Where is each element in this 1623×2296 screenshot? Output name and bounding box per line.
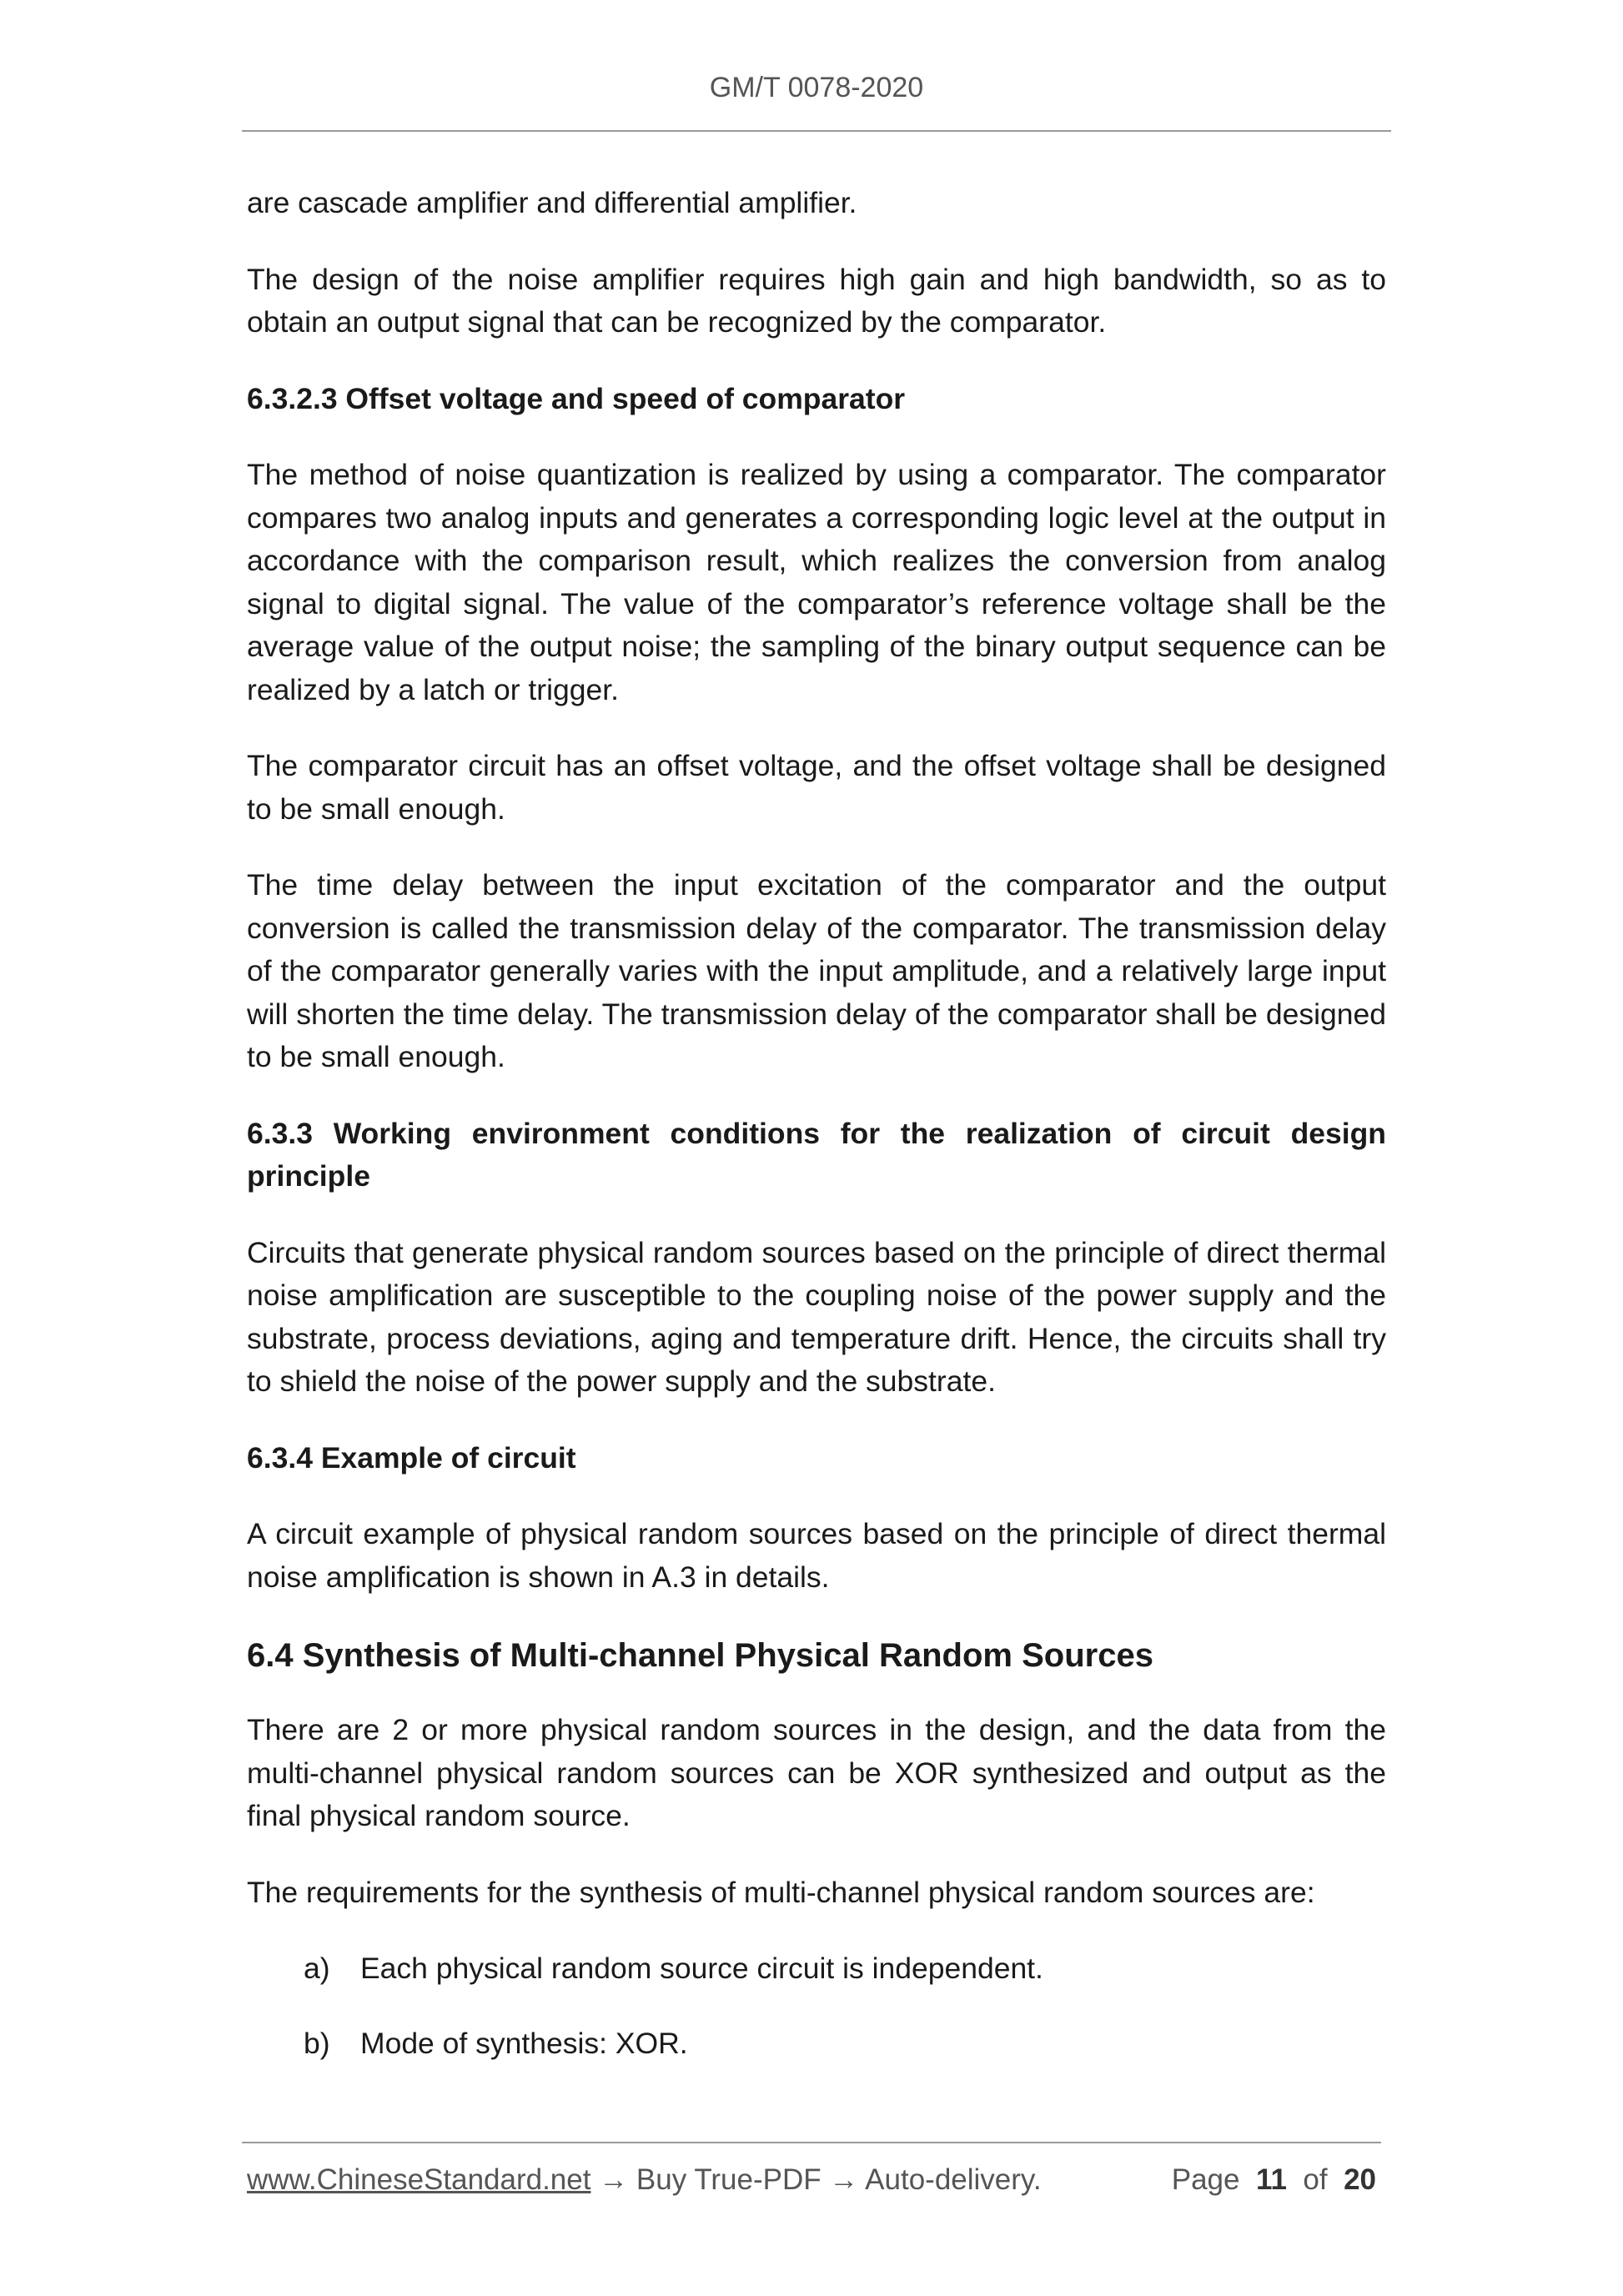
footer-promo <box>247 2163 1042 2197</box>
list-marker: a) <box>304 1952 330 1985</box>
list-item <box>247 1947 1386 1991</box>
subsection-heading: 6.3.2.3 Offset voltage and speed of comparator <box>247 381 906 415</box>
paragraph: A circuit example of physical random sources based on the principle of direct thermal noise amplification is shown in A.3 in details. <box>247 1517 1386 1594</box>
paragraph: The comparator circuit has an offset voltage, and the offset voltage shall be designed to be small enough. <box>247 749 1386 826</box>
page-body <box>247 182 1386 2097</box>
header-divider <box>242 130 1391 132</box>
page-footer <box>247 2163 1376 2197</box>
paragraph: The time delay between the input excitation of the comparator and the output conversion is called the transmission delay of the comparator. The transmission delay of the comparator generally varies with the input amplitude, and a relatively large input will shorten the time delay. The transmission delay of the comparator shall be designed to be small enough. <box>247 868 1386 1073</box>
paragraph: are cascade amplifier and differential amplifier. <box>247 186 857 219</box>
paragraph: The requirements for the synthesis of multi-channel physical random sources are: <box>247 1875 1315 1909</box>
paragraph: The design of the noise amplifier requires high gain and high bandwidth, so as to obtain an output signal that can be recognized by the comparator. <box>247 262 1386 339</box>
website-link[interactable]: www.ChineseStandard.net <box>247 2163 591 2196</box>
list-marker: b) <box>304 2026 330 2060</box>
current-page: 11 <box>1255 2163 1287 2196</box>
page-number <box>1172 2163 1376 2197</box>
footer-divider <box>242 2142 1381 2143</box>
list-item <box>247 2022 1386 2066</box>
subsection-heading: 6.3.4 Example of circuit <box>247 1440 576 1475</box>
list-item-text: Mode of synthesis: XOR. <box>360 2026 688 2060</box>
paragraph: The method of noise quantization is realized by using a comparator. The comparator compares two analog inputs and generates a corresponding logic level at the output in accordance with the comparison result, which realizes the conversion from analog signal to digital signal. The value of the comparator’s reference voltage shall be the average value of the output noise; the sampling of the binary output sequence can be realized by a latch or trigger. <box>247 458 1386 706</box>
list-item-text: Each physical random source circuit is independent. <box>360 1952 1043 1985</box>
page-of-label: of <box>1303 2163 1328 2196</box>
total-pages: 20 <box>1344 2163 1376 2196</box>
footer-promo-text: → Buy True-PDF → Auto-delivery. <box>590 2163 1042 2196</box>
section-heading: 6.4 Synthesis of Multi-channel Physical Random Sources <box>247 1637 1153 1674</box>
subsection-heading: 6.3.3 Working environment conditions for the realization of circuit design principle <box>247 1116 1386 1193</box>
page-label: Page <box>1171 2163 1240 2196</box>
paragraph: There are 2 or more physical random sources in the design, and the data from the multi-channel physical random sources can be XOR synthesized and output as the final physical random source. <box>247 1713 1386 1832</box>
paragraph: Circuits that generate physical random sources based on the principle of direct thermal noise amplification are susceptible to the coupling noise of the power supply and the substrate, process deviations, aging and temperature drift. Hence, the circuits shall try to shield the noise of the power supply and the substrate. <box>247 1235 1386 1398</box>
running-header: GM/T 0078-2020 <box>709 72 924 103</box>
